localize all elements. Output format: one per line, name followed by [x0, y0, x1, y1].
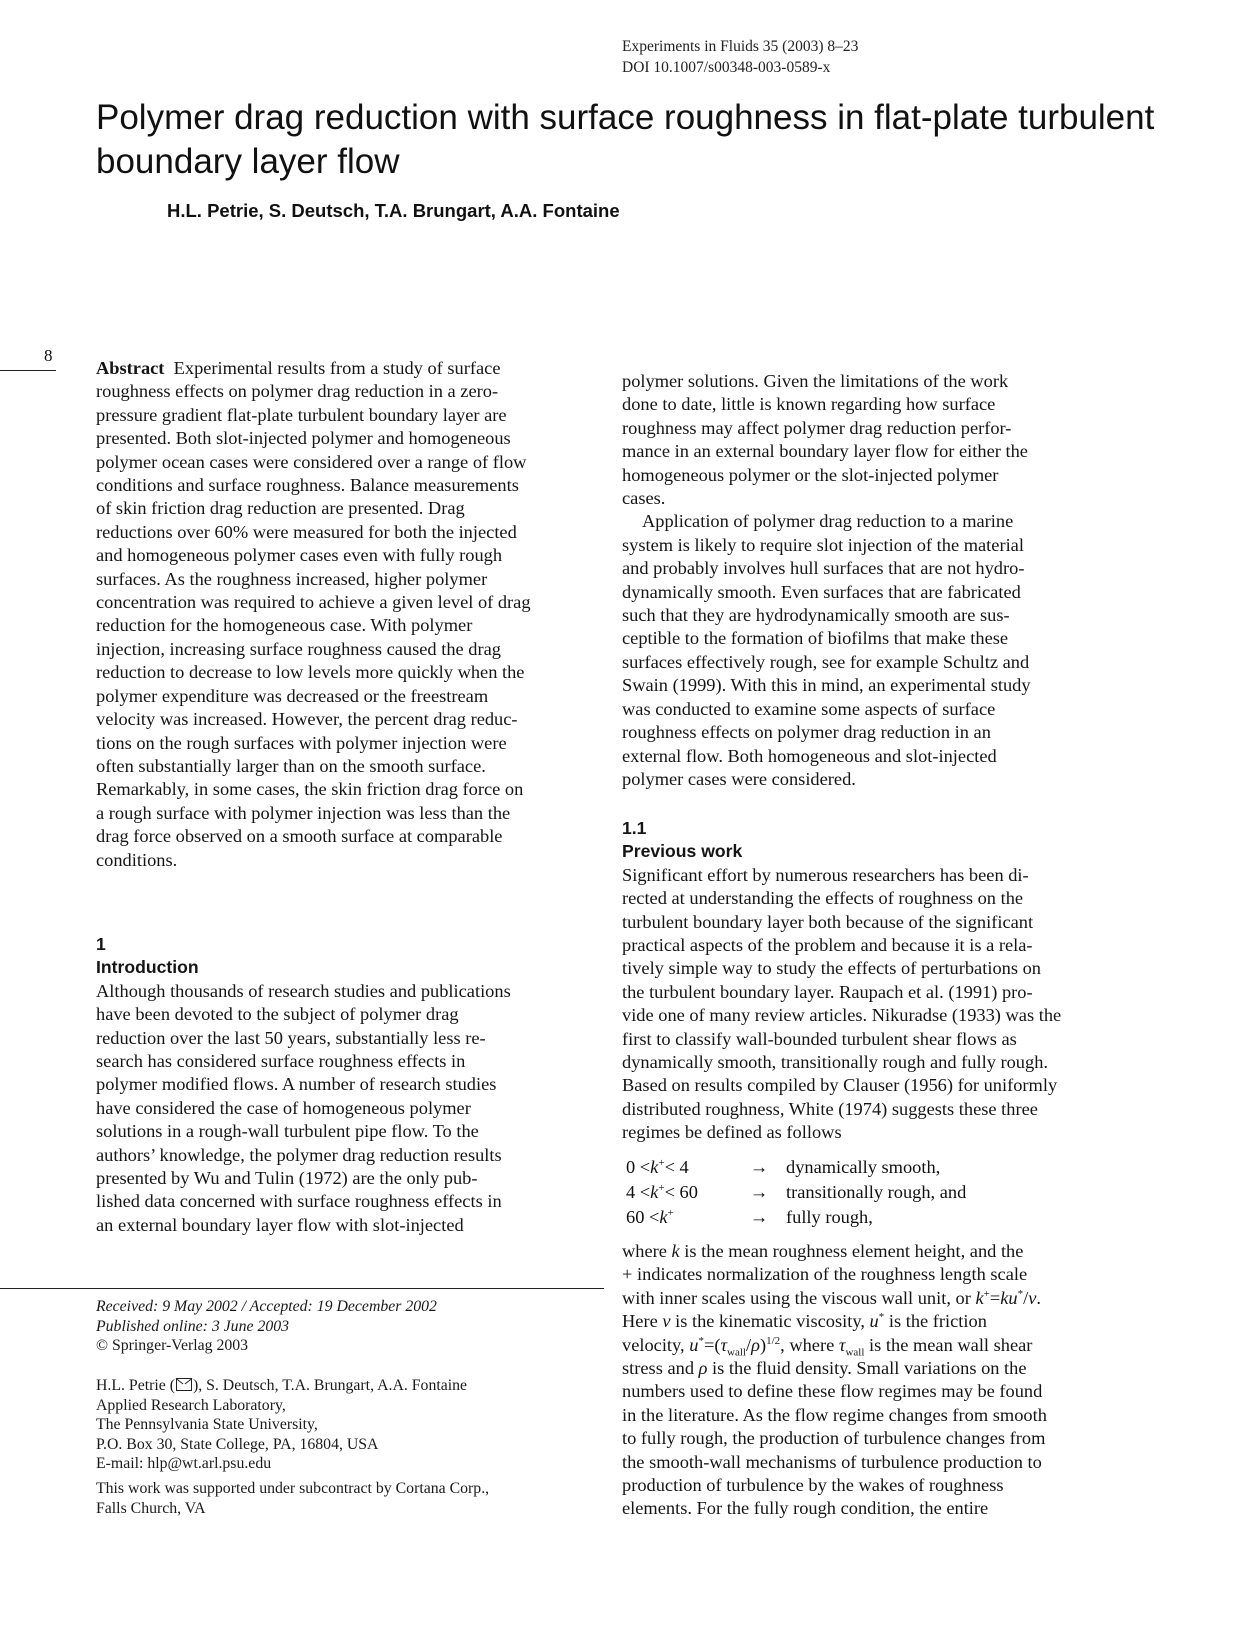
intro-line: solutions in a rough-wall turbulent pipe flow. To the: [96, 1121, 479, 1142]
paragraph-line: with inner scales using the viscous wall unit, or k+=ku*/ν.: [622, 1287, 1041, 1308]
intro-line: have been devoted to the subject of polymer drag: [96, 1004, 459, 1025]
title-line-1: Polymer drag reduction with surface roughness in flat-plate turbulent: [96, 98, 1155, 137]
intro-line: an external boundary layer flow with slot-injected: [96, 1214, 464, 1235]
arrow-icon: →: [750, 1157, 769, 1177]
paragraph-line: mance in an external boundary layer flow for either the: [622, 441, 1028, 462]
published-online: Published online: 3 June 2003: [96, 1317, 290, 1335]
paragraph-line: polymer cases were considered.: [622, 768, 856, 789]
abstract-line: presented. Both slot-injected polymer and homogeneous: [96, 428, 511, 449]
intro-line: have considered the case of homogeneous polymer: [96, 1097, 471, 1118]
abstract-line: drag force observed on a smooth surface at comparable: [96, 826, 503, 847]
abstract-line: reduction for the homogeneous case. With polymer: [96, 615, 473, 636]
paragraph-line: elements. For the fully rough condition, the entire: [622, 1498, 989, 1519]
regime-explanation: [622, 1240, 1142, 1521]
paragraph-line: production of turbulence by the wakes of roughness: [622, 1475, 1004, 1496]
abstract-line: concentration was required to achieve a given level of drag: [96, 592, 531, 613]
intro-line: lished data concerned with surface roughness effects in: [96, 1191, 502, 1212]
funding-line: This work was supported under subcontract by Cortana Corp.,: [96, 1480, 490, 1497]
arrow-icon: →: [750, 1207, 769, 1227]
paragraph-line: tively simple way to study the effects of perturbations on: [622, 958, 1041, 979]
affiliation-line: The Pennsylvania State University,: [96, 1416, 318, 1433]
intro-line: authors’ knowledge, the polymer drag reduction results: [96, 1144, 502, 1165]
copyright: © Springer-Verlag 2003: [96, 1337, 249, 1354]
affiliation-line: P.O. Box 30, State College, PA, 16804, USA: [96, 1435, 379, 1453]
page-number-rule: [0, 370, 56, 371]
intro-line: presented by Wu and Tulin (1972) are the only pub-: [96, 1168, 478, 1189]
abstract-line: conditions.: [96, 849, 178, 870]
previous-work-section: [622, 817, 1142, 1145]
abstract-line: surfaces. As the roughness increased, higher polymer: [96, 568, 488, 589]
paragraph-line: velocity, $u^*=(\tau_{wall}/\rho)^{1/2}$, where $\tau_{wall}$ is the mean wall shear: [622, 1334, 1033, 1359]
paragraph-line: rected at understanding the effects of roughness on the: [622, 888, 1024, 909]
regime-row: 60 <k+ → fully rough,: [626, 1205, 1086, 1230]
paragraph-line: practical aspects of the problem and because it is a rela-: [622, 935, 1033, 956]
author-list: H.L. Petrie, S. Deutsch, T.A. Brungart, A.A. Fontaine: [167, 200, 620, 221]
page-number: 8: [44, 346, 53, 365]
paragraph-line: Here ν is the kinematic viscosity, u* is the friction: [622, 1311, 987, 1332]
paragraph-line: turbulent boundary layer both because of the significant: [622, 911, 1034, 932]
regime-name: transitionally rough, and: [786, 1182, 967, 1202]
intro-line: Although thousands of research studies and publications: [96, 980, 511, 1001]
abstract-label: Abstract: [96, 358, 165, 378]
abstract-line: a rough surface with polymer injection was less than the: [96, 802, 511, 823]
subsection-title: Previous work: [622, 841, 743, 862]
abstract-line: tions on the rough surfaces with polymer injection were: [96, 732, 507, 753]
paragraph-line: dynamically smooth, transitionally rough and fully rough.: [622, 1052, 1048, 1073]
paragraph-line: Swain (1999). With this in mind, an experimental study: [622, 675, 1031, 696]
paragraph-line: to fully rough, the production of turbulence changes from: [622, 1428, 1046, 1449]
section-number: 1: [96, 934, 106, 954]
paragraph-line: the smooth-wall mechanisms of turbulence production to: [622, 1451, 1042, 1472]
intro-line: reduction over the last 50 years, substantially less re-: [96, 1027, 486, 1048]
paragraph-line: cases.: [622, 488, 666, 509]
paragraph-line: surfaces effectively rough, see for example Schultz and: [622, 651, 1030, 672]
abstract: [96, 357, 616, 872]
abstract-line: of skin friction drag reduction are presented. Drag: [96, 498, 465, 519]
paragraph-line: in the literature. As the flow regime changes from smooth: [622, 1404, 1047, 1425]
abstract-line: Remarkably, in some cases, the skin friction drag force on: [96, 779, 524, 800]
paragraph-line: distributed roughness, White (1974) suggests these three: [622, 1098, 1038, 1119]
paragraph-line: and probably involves hull surfaces that are not hydro-: [622, 558, 1025, 579]
paragraph-line: was conducted to examine some aspects of surface: [622, 698, 996, 719]
funding-line: Falls Church, VA: [96, 1499, 206, 1517]
regime-name: fully rough,: [786, 1207, 873, 1227]
paragraph-line: Significant effort by numerous researchers has been di-: [622, 864, 1029, 885]
journal-citation: [622, 36, 858, 78]
regime-name: dynamically smooth,: [786, 1157, 941, 1177]
section-title: Introduction: [96, 957, 199, 978]
paper-title: [96, 96, 1196, 184]
paragraph-line: the turbulent boundary layer. Raupach et al. (1991) pro-: [622, 981, 1033, 1002]
journal-reference: Experiments in Fluids 35 (2003) 8–23: [622, 38, 859, 55]
paragraph-line: dynamically smooth. Even surfaces that are fabricated: [622, 581, 1021, 602]
paragraph-line: Based on results compiled by Clauser (1956) for uniformly: [622, 1075, 1058, 1096]
doi: DOI 10.1007/s00348-003-0589-x: [622, 59, 831, 76]
paragraph-line: stress and ρ is the fluid density. Small variations on the: [622, 1358, 1027, 1379]
paragraph-line: external flow. Both homogeneous and slot-injected: [622, 745, 997, 766]
abstract-line: pressure gradient flat-plate turbulent boundary layer are: [96, 404, 507, 425]
abstract-line: and homogeneous polymer cases even with fully rough: [96, 545, 503, 566]
funding-note: [96, 1479, 606, 1518]
paragraph-line: regimes be defined as follows: [622, 1122, 842, 1143]
abstract-line: often substantially larger than on the smooth surface.: [96, 755, 486, 776]
paragraph-line: vide one of many review articles. Nikuradse (1933) was the: [622, 1005, 1062, 1026]
arrow-icon: →: [750, 1182, 769, 1202]
paragraph-line: done to date, little is known regarding how surface: [622, 394, 996, 415]
abstract-line: injection, increasing surface roughness caused the drag: [96, 638, 501, 659]
paragraph-line: roughness may affect polymer drag reduction perfor-: [622, 417, 1012, 438]
paragraph-line: polymer solutions. Given the limitations of the work: [622, 371, 1009, 391]
abstract-line: Abstract Experimental results from a study of surface: [96, 358, 501, 378]
footnote-dates: [96, 1297, 606, 1356]
introduction-section: [96, 933, 616, 1237]
paragraph-line: ceptible to the formation of biofilms that make these: [622, 628, 1009, 649]
footnote-rule: [0, 1288, 604, 1289]
email: E-mail: hlp@wt.arl.psu.edu: [96, 1455, 272, 1472]
regime-row: 4 <k+< 60 → transitionally rough, and: [626, 1180, 1086, 1205]
abstract-line: roughness effects on polymer drag reduction in a zero-: [96, 381, 499, 402]
paragraph-line: system is likely to require slot injection of the material: [622, 534, 1024, 555]
paragraph-line: roughness effects on polymer drag reduction in an: [622, 722, 991, 743]
received-accepted: Received: 9 May 2002 / Accepted: 19 December 2002: [96, 1298, 437, 1315]
envelope-icon: [176, 1378, 192, 1391]
abstract-line: reductions over 60% were measured for both the injected: [96, 521, 517, 542]
flow-regime-definitions: [626, 1155, 1086, 1230]
abstract-line: polymer expenditure was decreased or the freestream: [96, 685, 489, 706]
right-column-intro-continued: [622, 370, 1142, 791]
paragraph-line: Application of polymer drag reduction to a marine: [642, 511, 1014, 532]
intro-line: search has considered surface roughness effects in: [96, 1051, 466, 1072]
title-line-2: boundary layer flow: [96, 142, 400, 181]
paragraph-line: first to classify wall-bounded turbulent shear flows as: [622, 1028, 1017, 1049]
subsection-number: 1.1: [622, 818, 647, 838]
paragraph-line: homogeneous polymer or the slot-injected polymer: [622, 464, 999, 485]
author-affiliation: [96, 1376, 606, 1474]
abstract-line: velocity was increased. However, the percent drag reduc-: [96, 709, 518, 730]
paragraph-line: + indicates normalization of the roughness length scale: [622, 1264, 1028, 1285]
corresponding-author: H.L. Petrie ( ), S. Deutsch, T.A. Brungart, A.A. Fontaine: [96, 1377, 468, 1394]
paragraph-line: numbers used to define these flow regimes may be found: [622, 1381, 1043, 1402]
abstract-line: polymer ocean cases were considered over a range of flow: [96, 451, 527, 472]
paragraph-line: such that they are hydrodynamically smooth are sus-: [622, 605, 1010, 626]
affiliation-line: Applied Research Laboratory,: [96, 1396, 286, 1414]
abstract-line: conditions and surface roughness. Balance measurements: [96, 475, 519, 496]
abstract-line: reduction to decrease to low levels more quickly when the: [96, 662, 525, 683]
intro-line: polymer modified flows. A number of research studies: [96, 1074, 497, 1095]
paragraph-line: where k is the mean roughness element height, and the: [622, 1241, 1024, 1261]
regime-row: 0 <k+< 4 → dynamically smooth,: [626, 1155, 1086, 1180]
